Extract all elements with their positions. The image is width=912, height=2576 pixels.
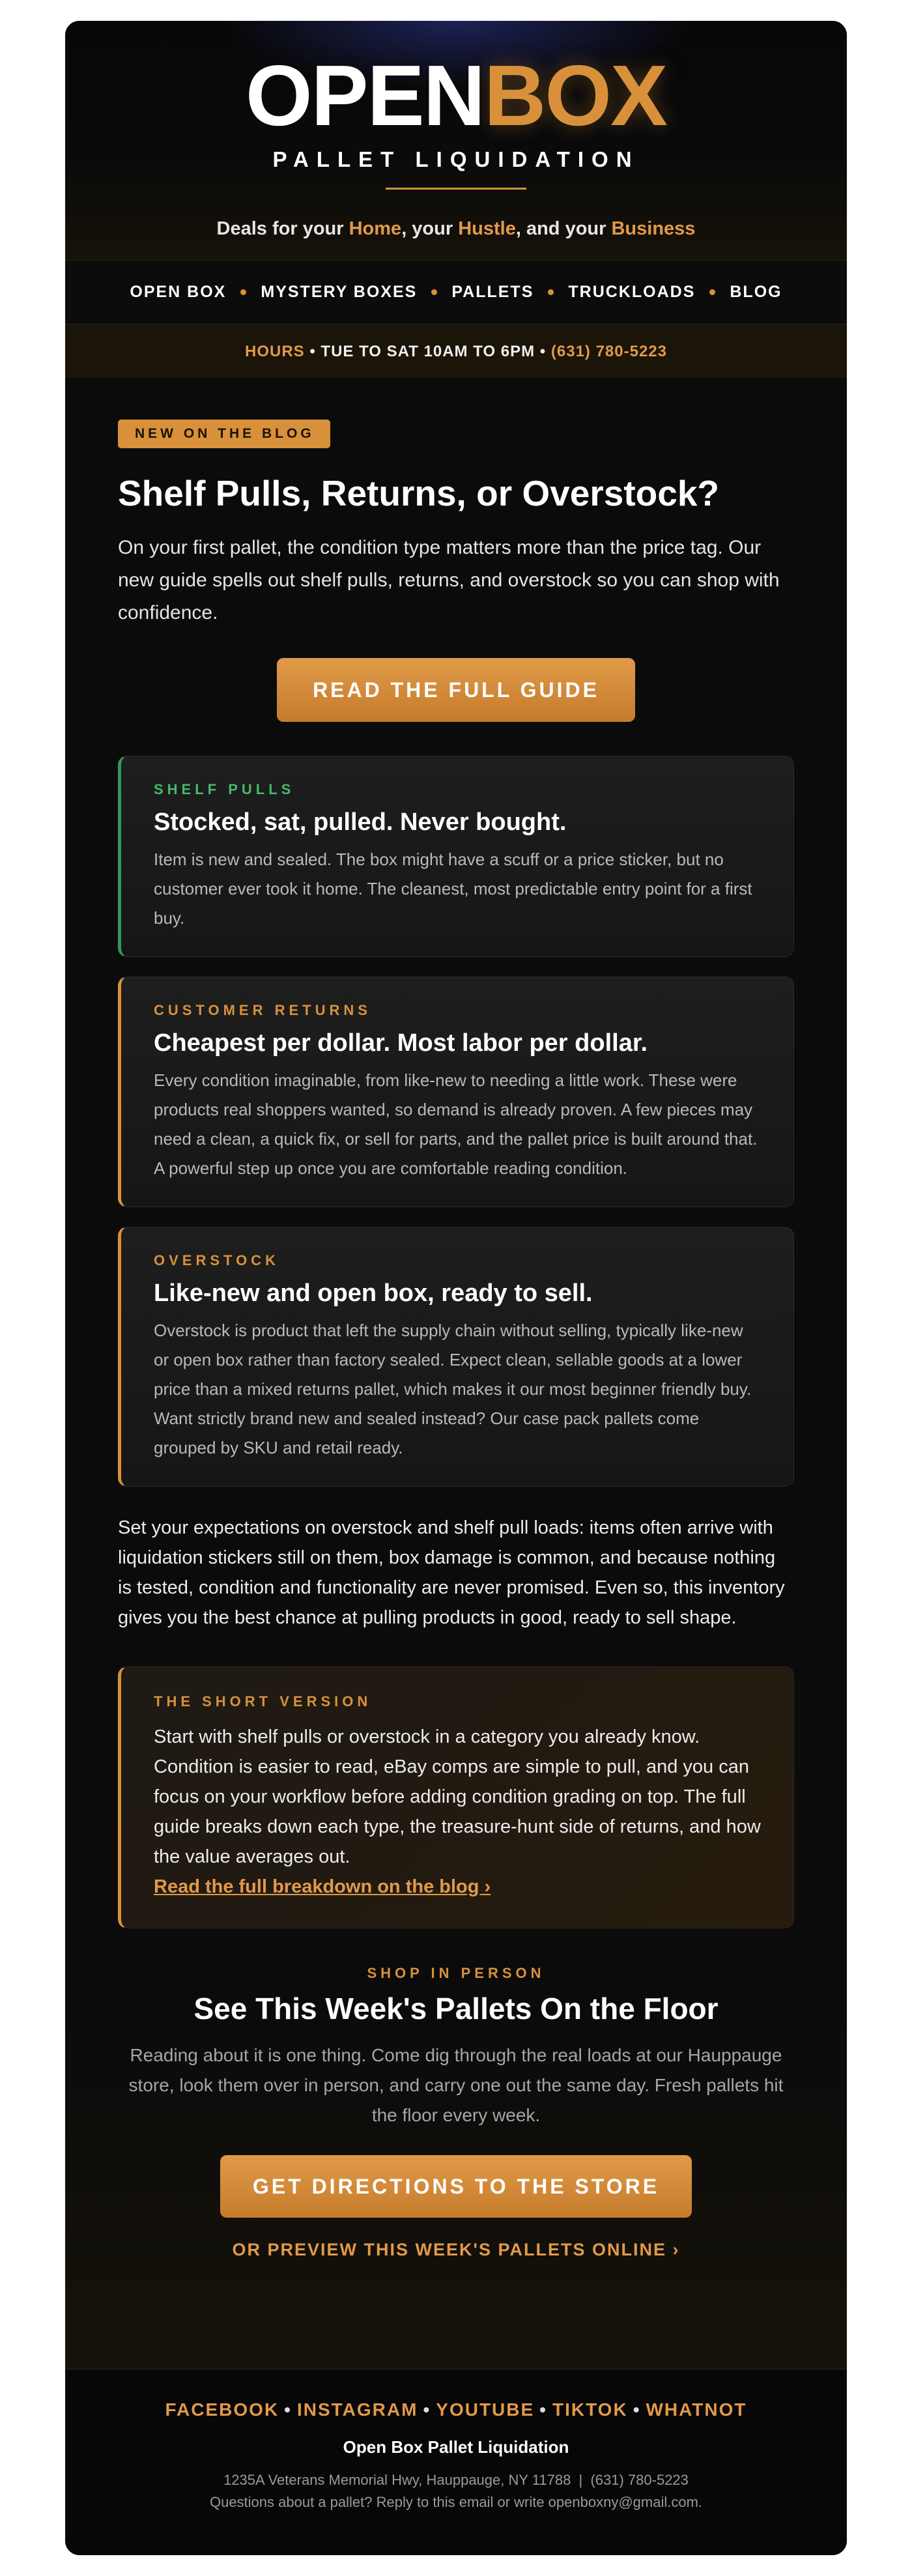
footer-note: Questions about a pallet? Reply to this email or write openboxny@gmail.com. — [209, 2494, 703, 2510]
get-directions-button[interactable]: GET DIRECTIONS TO THE STORE — [220, 2155, 692, 2218]
social-separator: • — [539, 2399, 547, 2420]
social-separator: • — [423, 2399, 431, 2420]
nav-item-open-box[interactable]: OPEN BOX — [130, 283, 227, 301]
preview-pallets-link[interactable]: OR PREVIEW THIS WEEK'S PALLETS ONLINE › — [232, 2240, 680, 2259]
nav-separator-dot — [548, 289, 554, 295]
hours-text: • TUE TO SAT 10AM TO 6PM • — [304, 342, 551, 360]
nav-item-truckloads[interactable]: TRUCKLOADS — [568, 283, 696, 301]
email-header — [65, 21, 847, 261]
short-version-body: Start with shelf pulls or overstock in a category you already know. Condition is easier to read, eBay comps are simple to pull, and you can focus on your workflow before adding condition grading on top. The full guide breaks down each type, the treasure-hunt side of returns, and how the value averages out. — [154, 1726, 761, 1867]
hours-bar — [65, 324, 847, 379]
nav-separator-dot — [709, 289, 715, 295]
header-divider — [386, 188, 526, 190]
card-body: Overstock is product that left the supply chain without selling, typically like-new or open box rather than factory sealed. Expect clean, sellable goods at a lower price than a mixed returns pallet, which makes it our most beginner friendly buy. Want strictly brand new and sealed instead? Our case pack pallets come grouped by SKU and retail ready. — [154, 1321, 752, 1457]
slogan-hustle: Hustle — [458, 218, 516, 239]
footer-address: 1235A Veterans Memorial Hwy, Hauppauge, NY 11788 | (631) 780-5223 — [223, 2472, 689, 2488]
social-link-tiktok[interactable]: TIKTOK — [552, 2399, 628, 2420]
nav-separator-dot — [240, 289, 246, 295]
card-title: Cheapest per dollar. Most labor per dollar. — [154, 1029, 648, 1057]
social-separator: • — [284, 2399, 292, 2420]
short-version-box — [118, 1667, 794, 1928]
email-container — [65, 21, 847, 2555]
card-label: SHELF PULLS — [154, 781, 295, 797]
condition-card-overstock — [118, 1227, 794, 1487]
shop-in-person-section — [118, 1965, 794, 2260]
card-body: Every condition imaginable, from like-new to needing a little work. These were products real shoppers wanted, so demand is already proven. A few pieces may need a clean, a quick fix, or sell for parts, and the pallet price is built around that. A powerful step up once you are comfortable reading condition. — [154, 1070, 758, 1178]
guide-button-wrap — [118, 658, 794, 722]
card-title: Like-new and open box, ready to sell. — [154, 1280, 593, 1307]
shop-label: SHOP IN PERSON — [367, 1965, 545, 1981]
hours-label: HOURS — [245, 342, 305, 360]
social-separator: • — [633, 2399, 641, 2420]
slogan-part: , your — [401, 218, 459, 239]
card-body: Item is new and sealed. The box might have a scuff or a price sticker, but no customer ever took it home. The cleanest, most predictable entry point for a first buy. — [154, 850, 752, 928]
social-link-instagram[interactable]: INSTAGRAM — [296, 2399, 418, 2420]
nav-separator-dot — [431, 289, 437, 295]
read-full-guide-button[interactable]: READ THE FULL GUIDE — [277, 658, 635, 722]
footer-company-name: Open Box Pallet Liquidation — [343, 2437, 569, 2457]
card-label: OVERSTOCK — [154, 1252, 279, 1268]
card-label: CUSTOMER RETURNS — [154, 1002, 371, 1018]
logo-word-open: OPEN — [245, 48, 485, 143]
article-intro: On your first pallet, the condition type matters more than the price tag. Our new guide spells out shelf pulls, returns, and overstock so you can shop with confidence. — [118, 537, 780, 623]
condition-card-customer-returns — [118, 977, 794, 1207]
logo-word-box: BOX — [484, 48, 667, 143]
brand-tagline: PALLET LIQUIDATION — [272, 147, 640, 171]
short-version-label: THE SHORT VERSION — [154, 1693, 372, 1710]
social-link-facebook[interactable]: FACEBOOK — [165, 2399, 279, 2420]
expectations-paragraph: Set your expectations on overstock and shelf pull loads: items often arrive with liquidation stickers still on them, box damage is common, and because nothing is tested, condition and functionality are never promised. Even so, this inventory gives you the best chance at pulling products in good, ready to sell shape. — [118, 1517, 785, 1628]
header-slogan — [65, 218, 847, 240]
slogan-home: Home — [349, 218, 402, 239]
slogan-business: Business — [611, 218, 696, 239]
condition-card-shelf-pulls — [118, 756, 794, 957]
email-footer — [65, 2369, 847, 2555]
shop-body: Reading about it is one thing. Come dig through the real loads at our Hauppauge store, look them over in person, and carry one out the same day. Fresh pallets hit the floor every week. — [128, 2045, 784, 2125]
main-nav — [65, 261, 847, 324]
hours-phone-link[interactable]: (631) 780-5223 — [550, 342, 667, 360]
social-link-youtube[interactable]: YOUTUBE — [436, 2399, 535, 2420]
social-links — [65, 2399, 847, 2420]
social-link-whatnot[interactable]: WHATNOT — [646, 2399, 747, 2420]
slogan-part: , and your — [515, 218, 612, 239]
main-content — [65, 379, 847, 2260]
nav-item-mystery-boxes[interactable]: MYSTERY BOXES — [261, 283, 418, 301]
slogan-part: Deals for your — [216, 218, 349, 239]
brand-logo[interactable] — [65, 21, 847, 143]
nav-item-blog[interactable]: BLOG — [730, 283, 782, 301]
card-title: Stocked, sat, pulled. Never bought. — [154, 809, 567, 836]
blog-breakdown-link[interactable]: Read the full breakdown on the blog › — [154, 1876, 491, 1897]
nav-item-pallets[interactable]: PALLETS — [451, 283, 534, 301]
blog-badge: NEW ON THE BLOG — [118, 420, 330, 448]
shop-title: See This Week's Pallets On the Floor — [193, 1992, 719, 2025]
article-headline: Shelf Pulls, Returns, or Overstock? — [118, 473, 720, 513]
